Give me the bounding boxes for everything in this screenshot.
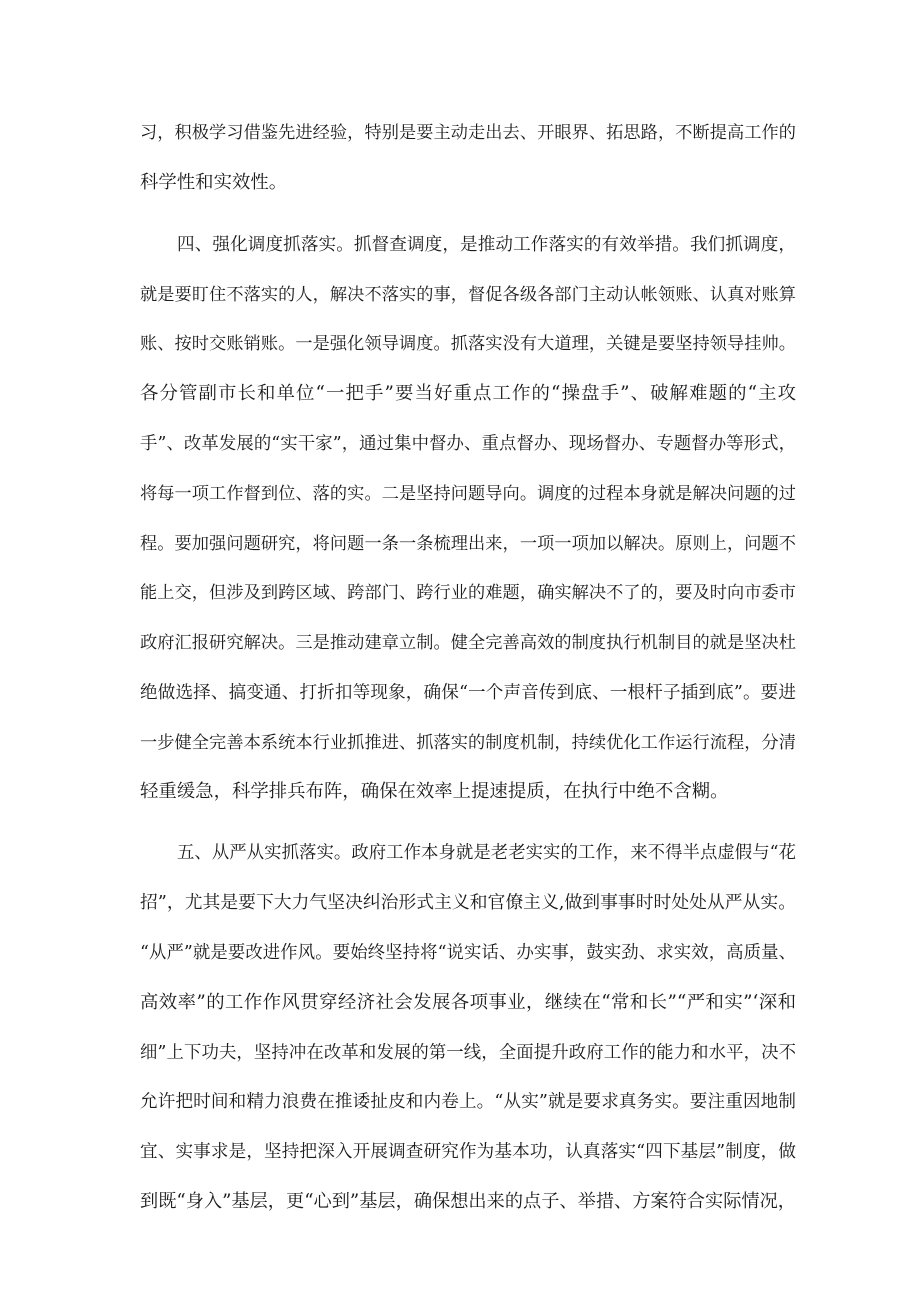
para-continuation-line-2: 科学性和实效性。 — [140, 172, 288, 193]
para-four-line-4: 各分管副市长和单位“一把手”要当好重点工作的“操盘手”、破解难题的“主攻 — [140, 383, 796, 404]
para-four-line-6: 将每一项工作督到位、落的实。二是坚持问题导向。调度的过程本身就是解决问题的过 — [140, 484, 796, 504]
para-four-line-10: 绝做选择、搞变通、打折扣等现象，确保“一个声音传到底、一根杆子插到底”。要进 — [140, 683, 796, 703]
para-five-line-6: 允许把时间和精力浪费在推诿扯皮和内卷上。“从实”就是要求真务实。要注重因地制 — [140, 1092, 796, 1112]
para-four-line-5: 手”、改革发展的“实干家”，通过集中督办、重点督办、现场督办、专题督办等形式， — [140, 434, 796, 454]
para-continuation-line-1: 习，积极学习借鉴先进经验，特别是要主动走出去、开眼界、拓思路，不断提高工作的 — [140, 123, 796, 143]
para-five-line-1: 五、从严从实抓落实。政府工作本身就是老老实实的工作，来不得半点虚假与“花 — [177, 843, 796, 863]
para-five-line-2: 招”，尤其是要下大力气坚决纠治形式主义和官僚主义,做到事事时时处处从严从实。 — [140, 892, 796, 913]
para-five-line-3: “从严”就是要改进作风。要始终坚持将“说实话、办实事，鼓实劲、求实效，高质量、 — [140, 943, 796, 963]
para-five-line-7: 宜、实事求是，坚持把深入开展调查研究作为基本功，认真落实“四下基层”制度，做 — [140, 1142, 796, 1162]
para-four-line-7: 程。要加强问题研究，将问题一条一条梳理出来，一项一项加以解决。原则上，问题不 — [140, 534, 796, 554]
para-four-line-1: 四、强化调度抓落实。抓督查调度，是推动工作落实的有效举措。我们抓调度， — [177, 235, 796, 255]
para-four-line-9: 政府汇报研究解决。三是推动建章立制。健全完善高效的制度执行机制目的就是坚决杜 — [140, 633, 796, 653]
para-five-line-5: 细”上下功夫，坚持冲在改革和发展的第一线，全面提升政府工作的能力和水平，决不 — [140, 1043, 796, 1063]
para-five-line-8: 到既“身入”基层，更“心到”基层，确保想出来的点子、举措、方案符合实际情况， — [140, 1191, 796, 1212]
para-four-line-8: 能上交，但涉及到跨区域、跨部门、跨行业的难题，确实解决不了的，要及时向市委市 — [140, 583, 796, 603]
para-four-line-12: 轻重缓急，科学排兵布阵，确保在效率上提速提质，在执行中绝不含糊。 — [140, 781, 729, 802]
para-four-line-3: 账、按时交账销账。一是强化领导调度。抓落实没有大道理，关键是要坚持领导挂帅。 — [140, 334, 796, 354]
para-five-line-4: 高效率”的工作作风贯穿经济社会发展各项事业，继续在“常和长”“严和实”‘深和 — [140, 992, 796, 1013]
para-four-line-2: 就是要盯住不落实的人，解决不落实的事，督促各级各部门主动认帐领账、认真对账算 — [140, 285, 796, 305]
para-four-line-11: 一步健全完善本系统本行业抓推进、抓落实的制度机制，持续优化工作运行流程，分清 — [140, 733, 796, 753]
